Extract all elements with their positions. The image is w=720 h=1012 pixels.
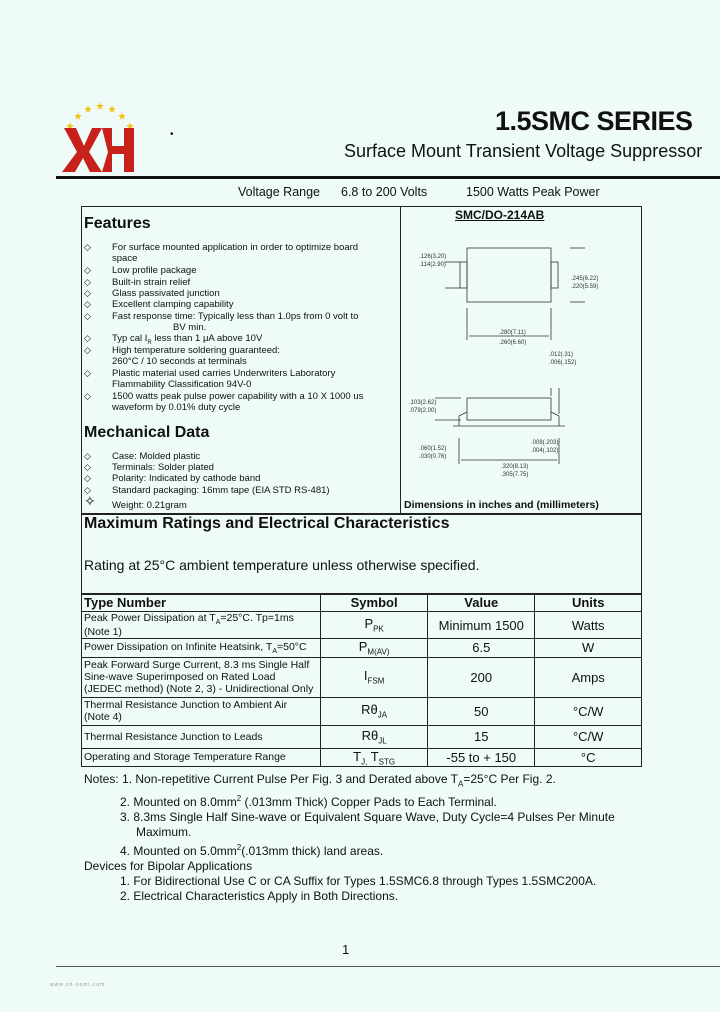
footer-rule: [56, 966, 720, 967]
dim-label: .245(6.22): [571, 276, 599, 282]
logo-mark: •: [170, 129, 174, 140]
feature-item: ◇ 1500 watts peak pulse power capability with a 10 X 1000 us waveform by 0.01% duty cycle: [84, 391, 364, 414]
note-4: 4. Mounted on $5.0mm^2(.013mm$ thick) land areas.: [120, 843, 384, 859]
col-value: Value: [428, 594, 535, 612]
feature-item: ◇ Typ cal $I_R$ less than 1 μA above 10V: [84, 333, 263, 346]
symbol-cell: $R\theta_{JA}$: [321, 697, 428, 725]
col-symbol: Symbol: [321, 594, 428, 612]
package-side-lead-right: [551, 412, 559, 426]
page-number: 1: [342, 942, 350, 957]
ratings-note: Rating at 25°C ambient temperature unless otherwise specified.: [84, 557, 480, 573]
dimensions-caption: Dimensions in inches and (millimeters): [404, 499, 599, 511]
dim-label: .103(2.62): [409, 400, 437, 406]
dim-label: .126(3.20): [419, 254, 447, 260]
dim-label: .220(5.59): [571, 284, 599, 290]
table-row: [82, 725, 642, 748]
feature-item: ◇ For surface mounted application in order to optimize board space: [84, 242, 359, 265]
symbol-cell: $T_{J,}$ $T_{STG}$: [321, 748, 428, 767]
unit-cell: W: [535, 639, 642, 658]
dim-label: .006(.152): [549, 360, 577, 366]
unit-cell: Amps: [535, 657, 642, 697]
symbol-cell: $I_{FSM}$: [321, 657, 428, 697]
dim-label: .320(8.13): [501, 464, 529, 470]
note-3: 3. 8.3ms Single Half Sine-wave or Equivalent Square Wave, Duty Cycle=4 Pulses Per Minute: [120, 810, 615, 825]
dim-label: .114(2.90): [419, 262, 446, 268]
feature-item: ◇ Excellent clamping capability: [84, 299, 234, 310]
mechanical-item: ✧ Weight: 0.21gram: [84, 493, 187, 511]
table-row: [82, 612, 642, 639]
package-lead-right: [551, 262, 558, 288]
ratings-table: [81, 593, 642, 767]
bipolar-heading: Devices for Bipolar Applications: [84, 859, 253, 874]
param-cell: Thermal Resistance Junction to Ambient Air (Note 4): [82, 697, 321, 725]
peak-power-value: 1500 Watts Peak Power: [466, 185, 600, 199]
value-cell: 50: [428, 697, 535, 725]
feature-item: ◇ Built-in strain relief: [84, 277, 191, 288]
dim-label: .060(1.52): [419, 446, 447, 452]
value-cell: 200: [428, 657, 535, 697]
param-cell: Thermal Resistance Junction to Leads: [82, 725, 321, 748]
param-cell: Power Dissipation on Infinite Heatsink, $T_A=50^\circ C$: [82, 639, 321, 658]
mechanical-heading: Mechanical Data: [84, 424, 210, 441]
mechanical-item: ◇ Case: Molded plastic: [84, 451, 201, 462]
feature-item: ◇ Fast response time: Typically less than 1.0ps from 0 volt to BV min.: [84, 311, 359, 334]
param-cell: Peak Forward Surge Current, 8.3 ms Single Half Sine-wave Superimposed on Rated Load (JEDEC method) (Note 2, 3) - Unidirectional Only: [82, 657, 321, 697]
unit-cell: °C/W: [535, 697, 642, 725]
page-title: 1.5SMC SERIES: [495, 106, 693, 136]
ratings-heading: Maximum Ratings and Electrical Characteristics: [84, 515, 450, 532]
symbol-cell: $R\theta_{JL}$: [321, 725, 428, 748]
notes-block: [84, 772, 714, 904]
param-cell: Operating and Storage Temperature Range: [82, 748, 321, 767]
table-row: [82, 657, 642, 697]
param-cell: Peak Power Dissipation at $T_A=25^\circ C$. Tp=1ms (Note 1): [82, 612, 321, 639]
voltage-range-value: 6.8 to 200 Volts: [341, 185, 428, 199]
dim-label: .260(6.60): [499, 340, 527, 346]
feature-item: ◇ Low profile package: [84, 265, 197, 276]
logo-stars: [66, 102, 134, 130]
note-1: Notes: 1. Non-repetitive Current Pulse Per Fig. 3 and Derated above $T_A=25^\circ C$ Per Fig. 2.: [84, 772, 556, 789]
mechanical-item: ◇ Standard packaging: 16mm tape (EIA STD RS-481): [84, 485, 330, 496]
unit-cell: °C/W: [535, 725, 642, 748]
logo-letters: [62, 128, 134, 172]
dim-label: .030(0.76): [419, 454, 447, 460]
dim-label: .305(7.75): [501, 472, 529, 478]
footer-text: www.xh-semi.com: [50, 982, 106, 988]
unit-cell: °C: [535, 748, 642, 767]
dim-label: .012(.31): [549, 352, 574, 358]
package-drawing: [405, 228, 635, 488]
table-row: [82, 748, 642, 767]
note-2: 2. Mounted on $8.0mm^2$ (.013mm Thick) Copper Pads to Each Terminal.: [120, 794, 497, 810]
frame-divider: [400, 206, 401, 515]
package-side-body: [467, 398, 551, 420]
package-label: SMC/DO-214AB: [455, 208, 545, 222]
dim-label: .280(7.11): [499, 330, 526, 336]
dim-label: .004(.102): [531, 448, 559, 454]
package-lead-left: [460, 262, 467, 288]
header-rule: [56, 176, 720, 179]
voltage-range-label: Voltage Range: [238, 185, 321, 199]
value-cell: -55 to + 150: [428, 748, 535, 767]
feature-item: ◇ Glass passivated junction: [84, 288, 220, 299]
page-subtitle: Surface Mount Transient Voltage Suppressor: [344, 141, 703, 161]
package-top-body: [467, 248, 551, 302]
symbol-cell: $P_{PK}$: [321, 612, 428, 639]
mechanical-item: ◇ Terminals: Solder plated: [84, 462, 214, 473]
dim-label: .008(.203): [531, 440, 559, 446]
bipolar-note-2: 2. Electrical Characteristics Apply in Both Directions.: [120, 889, 399, 904]
features-heading: Features: [84, 215, 151, 232]
table-row: [82, 697, 642, 725]
note-3-cont: Maximum.: [136, 825, 192, 840]
feature-item: ◇ Plastic material used carries Underwriters Laboratory Flammability Classification 94V-0: [84, 368, 336, 391]
mechanical-item: ◇ Polarity: Indicated by cathode band: [84, 473, 261, 484]
table-header-row: [82, 594, 642, 612]
col-type-number: Type Number: [82, 594, 321, 612]
dim-label: .079(2.00): [409, 408, 437, 414]
company-logo: [58, 100, 138, 175]
value-cell: 15: [428, 725, 535, 748]
bipolar-note-1: 1. For Bidirectional Use C or CA Suffix for Types 1.5SMC6.8 through Types 1.5SMC200A.: [120, 874, 597, 889]
unit-cell: Watts: [535, 612, 642, 639]
feature-item: ◇ High temperature soldering guaranteed: 260°C / 10 seconds at terminals: [84, 345, 280, 368]
col-units: Units: [535, 594, 642, 612]
table-row: [82, 639, 642, 658]
value-cell: Minimum 1500: [428, 612, 535, 639]
value-cell: 6.5: [428, 639, 535, 658]
symbol-cell: $P_{M(AV)}$: [321, 639, 428, 658]
package-side-lead-left: [459, 412, 467, 426]
